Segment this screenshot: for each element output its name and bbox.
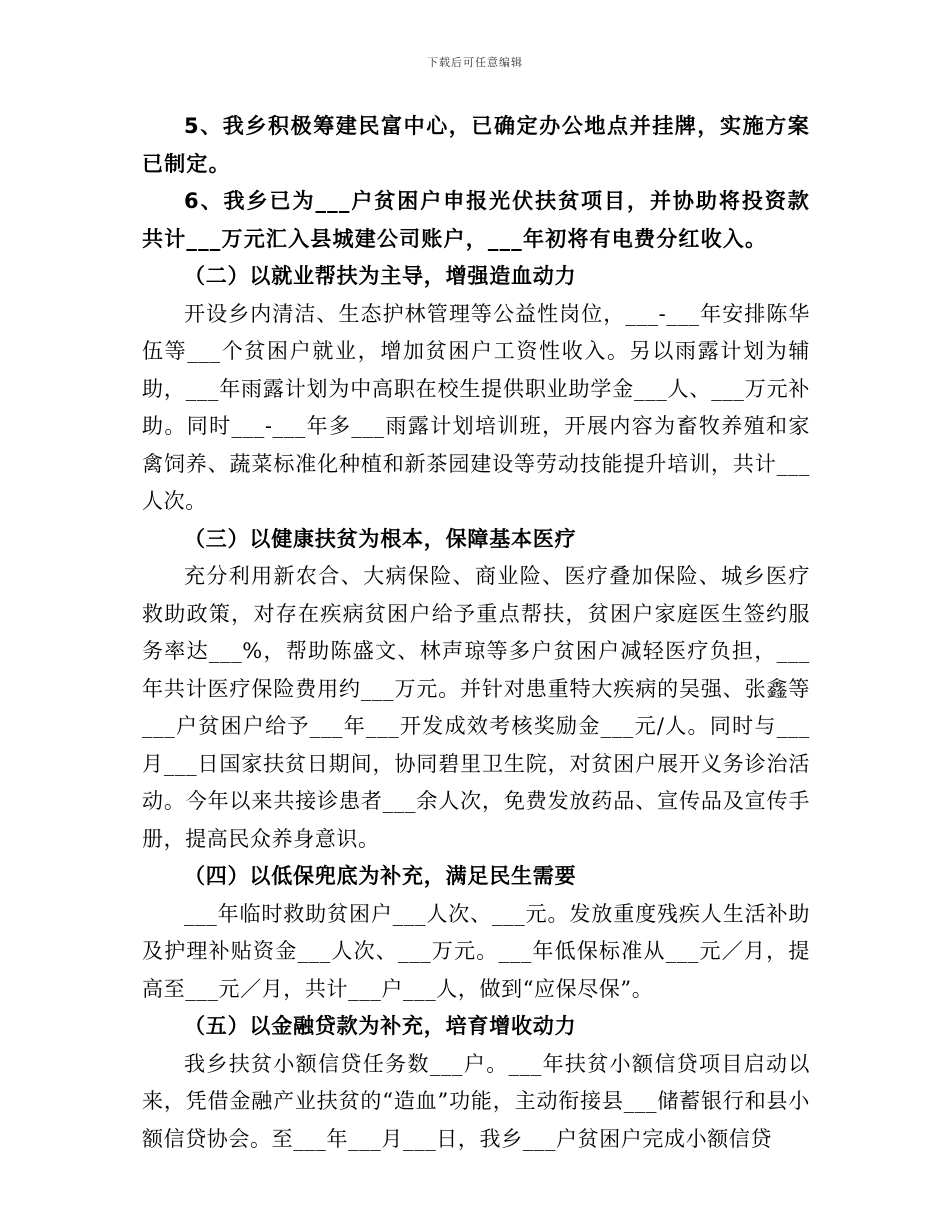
section-heading-health: （三）以健康扶贫为根本，保障基本医疗 [184, 526, 577, 551]
document-body [142, 108, 810, 1158]
section-heading-minimum-living: （四）以低保兜底为补充，满足民生需要 [184, 864, 577, 888]
item-6-paragraph: 6、我乡已为___户贫困户申报光伏扶贫项目，并协助将投资款共计___万元汇入县城建公司账户，___年初将有电费分红收入。 [142, 189, 810, 251]
item-5-paragraph: 5、我乡积极筹建民富中心，已确定办公地点并挂牌，实施方案已制定。 [142, 114, 810, 176]
section-heading-employment: （二）以就业帮扶为主导，增强造血动力 [184, 264, 577, 288]
paragraph-minimum-living: ___年临时救助贫困户___人次、___元。发放重度残疾人生活补助及护理补贴资金___人次、___万元。___年低保标准从___元／月，提高至___元／月，共计___户___人，做到“应保尽保”。 [142, 901, 810, 1001]
paragraph-employment: 开设乡内清洁、生态护林管理等公益性岗位，___-___年安排陈华伍等___个贫困户就业，增加贫困户工资性收入。另以雨露计划为辅助，___年雨露计划为中高职在校生提供职业助学金___人、___万元补助。同时___-___年多___雨露计划培训班，开展内容为畜牧养殖和家禽饲养、蔬菜标准化种植和新茶园建设等劳动技能提升培训，共计___人次。 [142, 301, 810, 513]
paragraph-finance: 我乡扶贫小额信贷任务数___户。___年扶贫小额信贷项目启动以来，凭借金融产业扶贫的“造血”功能，主动衔接县___储蓄银行和县小额信贷协会。至___年___月___日，我乡___户贫困户完成小额信贷 [142, 1051, 810, 1151]
paragraph-health: 充分利用新农合、大病保险、商业险、医疗叠加保险、城乡医疗救助政策，对存在疾病贫困户给予重点帮扶，贫困户家庭医生签约服务率达___%，帮助陈盛文、林声琼等多户贫困户减轻医疗负担，___年共计医疗保险费用约___万元。并针对患重特大疾病的吴强、张鑫等___户贫困户给予___年___开发成效考核奖励金___元/人。同时与___月___日国家扶贫日期间，协同碧里卫生院，对贫困户展开义务诊治活动。今年以来共接诊患者___余人次，免费发放药品、宣传品及宣传手册，提高民众养身意识。 [142, 564, 810, 851]
page-header-note: 下载后可任意编辑 [427, 56, 523, 69]
section-heading-finance: （五）以金融贷款为补充，培育增收动力 [184, 1014, 577, 1038]
